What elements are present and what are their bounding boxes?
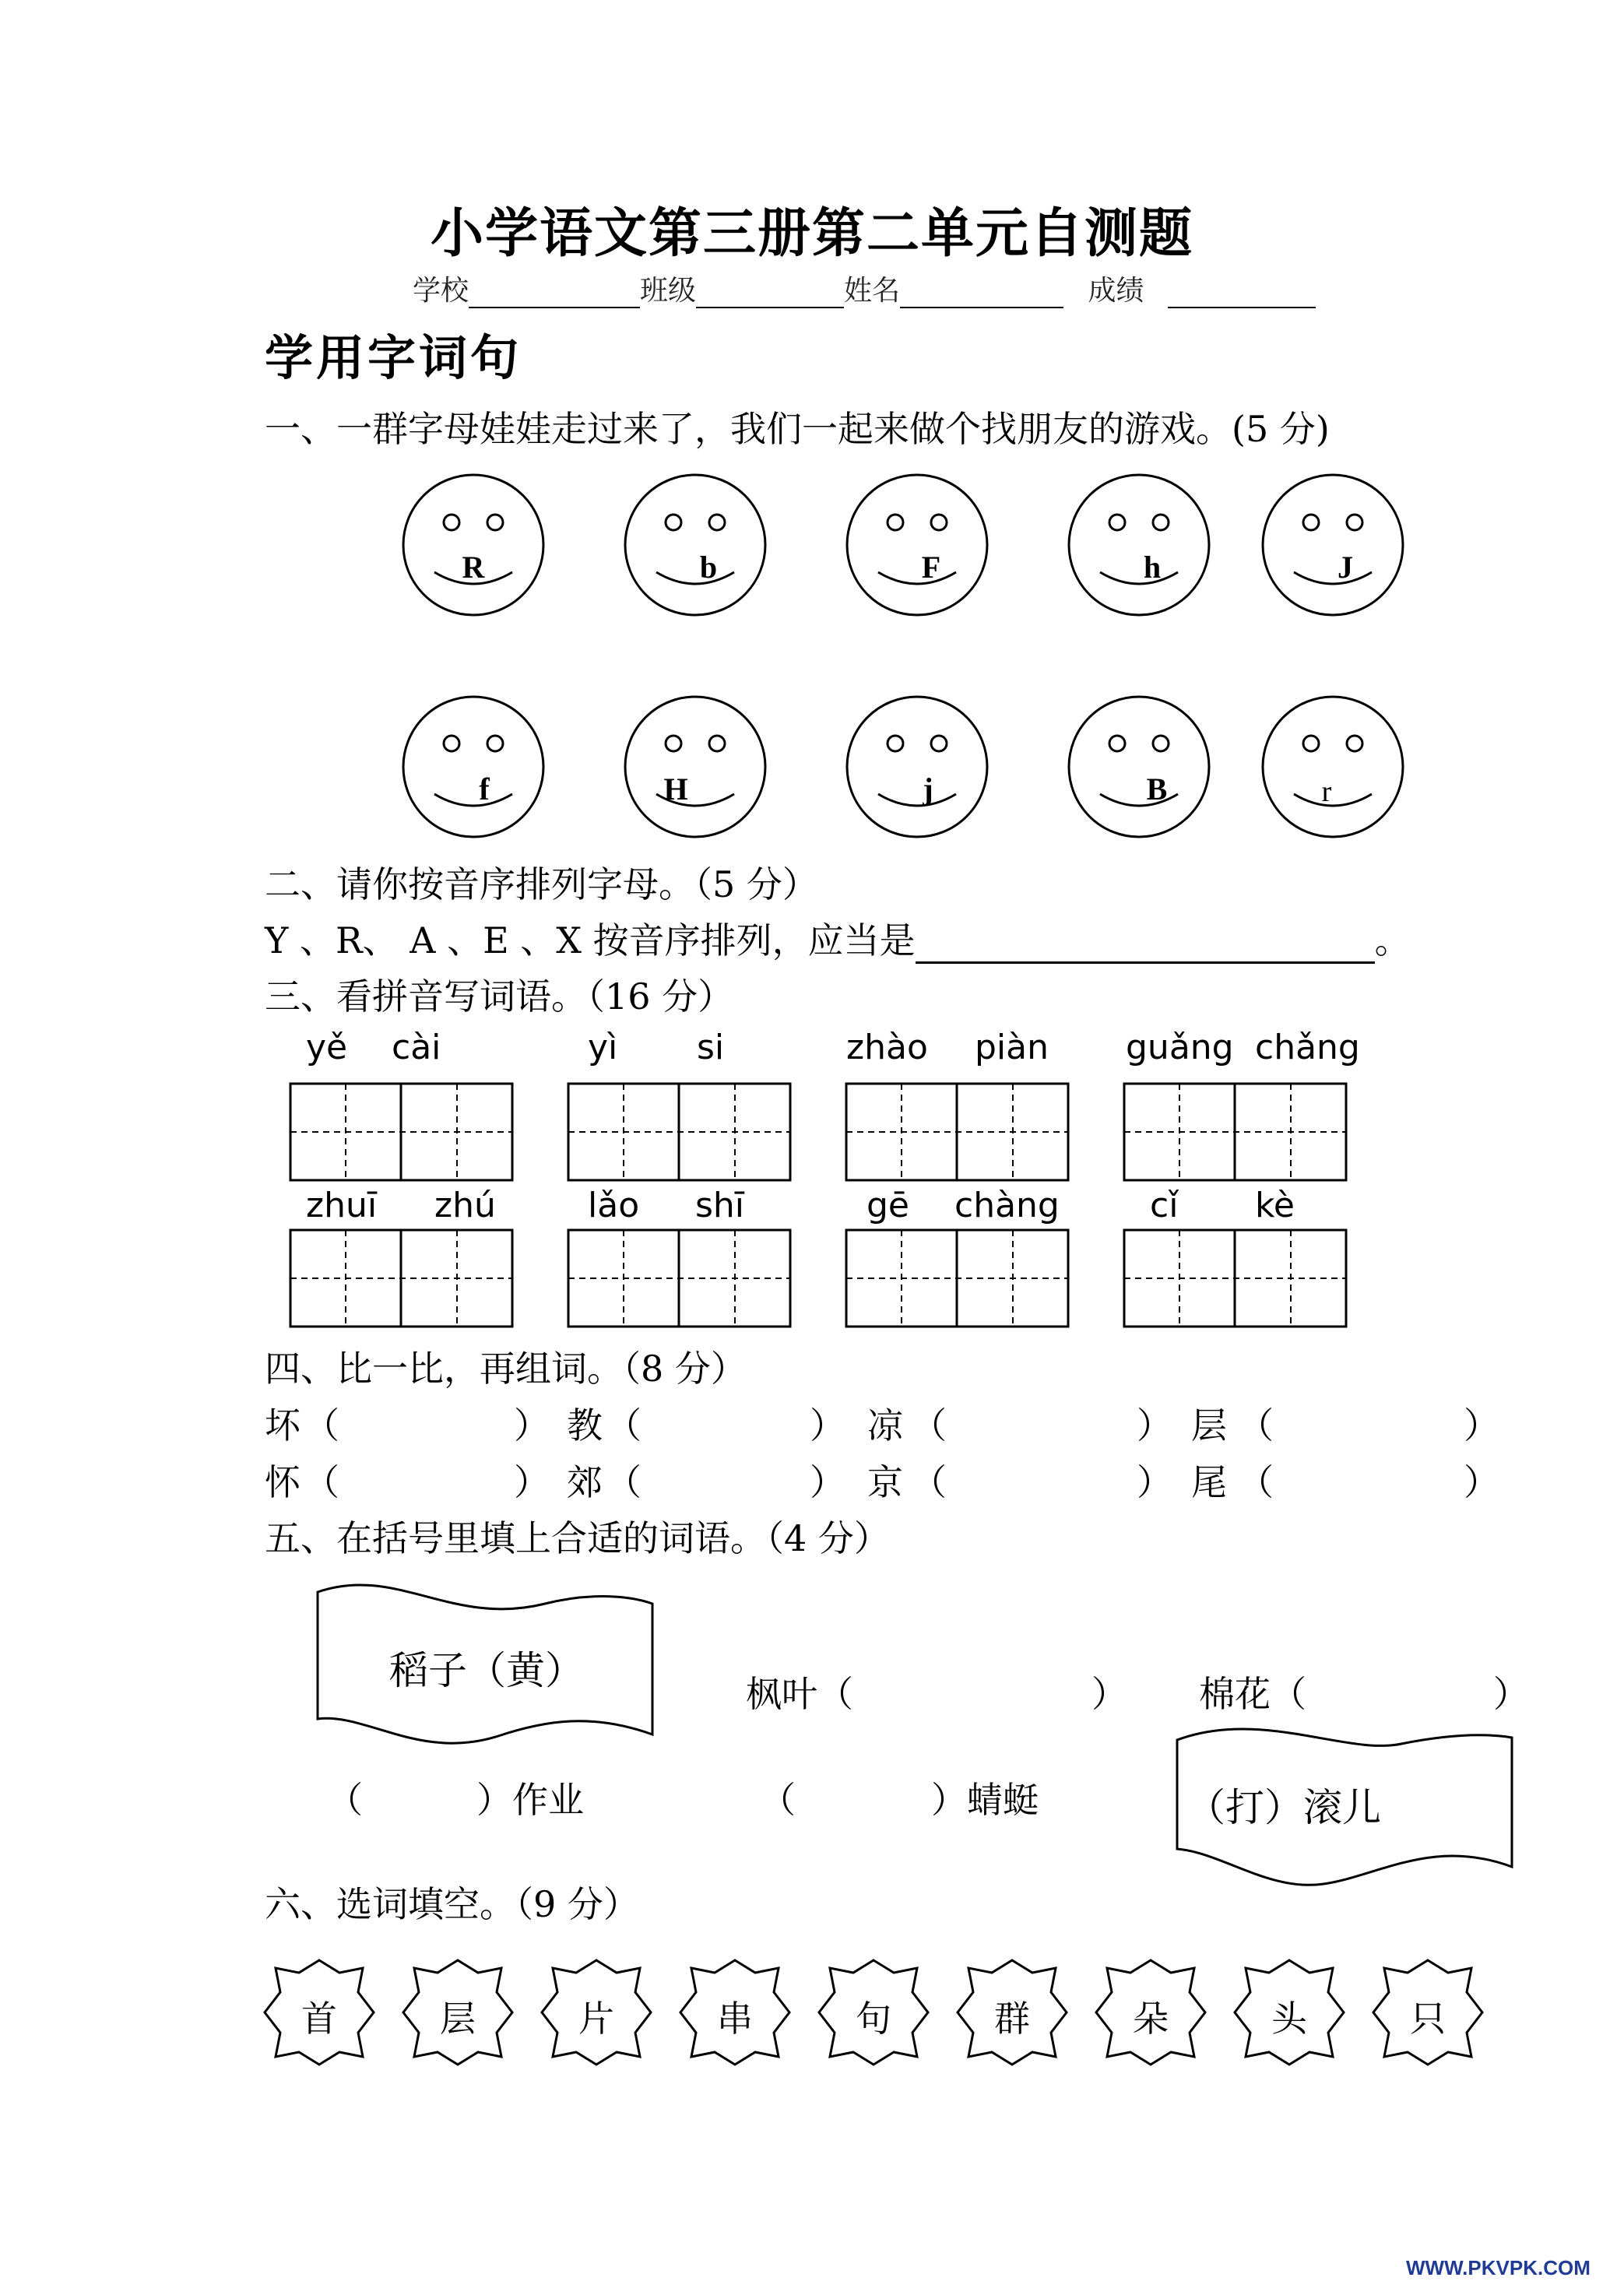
face-letter: R bbox=[462, 550, 485, 585]
pinyin: yì bbox=[588, 1028, 618, 1067]
banner-right-text: （打）滚儿 bbox=[1186, 1785, 1381, 1830]
q4-paren-close: ） bbox=[514, 1461, 550, 1503]
q4-paren-open: （ bbox=[606, 1461, 642, 1503]
q4-paren-open: （ bbox=[304, 1461, 339, 1503]
face-letter: f bbox=[479, 771, 490, 807]
q6-text: 六、选词填空。（9 分） bbox=[265, 1883, 639, 1925]
q5-close-paren: ） bbox=[1493, 1673, 1529, 1715]
q4-char: 凉 bbox=[867, 1404, 903, 1446]
word-badge-text: 群 bbox=[994, 1998, 1030, 2040]
q4-paren-open: （ bbox=[1238, 1404, 1274, 1446]
word-badge-text: 只 bbox=[1410, 1998, 1446, 2040]
q5-open-paren: （ bbox=[327, 1779, 363, 1821]
pinyin: lǎo bbox=[588, 1186, 640, 1225]
word-badge-text: 层 bbox=[440, 1998, 476, 2040]
q4-char: 教 bbox=[567, 1404, 603, 1446]
q4-paren-open: （ bbox=[1238, 1461, 1274, 1503]
q4-char: 怀 bbox=[265, 1461, 301, 1503]
q1-text: 一、一群字母娃娃走过来了，我们一起来做个找朋友的游戏。(5 分) bbox=[265, 408, 1330, 450]
q4-paren-close: ） bbox=[810, 1461, 845, 1503]
smiley-face-f bbox=[847, 475, 987, 615]
pinyin: guǎng bbox=[1126, 1028, 1234, 1067]
smiley-face-b-upper bbox=[1069, 697, 1209, 837]
pinyin: zhuī bbox=[306, 1186, 378, 1225]
q4-paren-close: ） bbox=[1137, 1461, 1172, 1503]
pinyin: zhào bbox=[846, 1028, 928, 1067]
q4-char: 坏 bbox=[265, 1404, 301, 1446]
face-letter: F bbox=[921, 550, 941, 585]
face-letter: h bbox=[1143, 550, 1162, 585]
pinyin: gē bbox=[866, 1186, 909, 1225]
q5-open-paren: （ bbox=[760, 1779, 796, 1821]
word-badge-text: 首 bbox=[301, 1998, 337, 2040]
name-label: 姓名 bbox=[844, 275, 901, 307]
q4-char: 京 bbox=[867, 1461, 903, 1503]
face-letter: J bbox=[1338, 550, 1353, 585]
q5-close-paren: ） bbox=[1091, 1673, 1127, 1715]
pinyin: kè bbox=[1255, 1186, 1295, 1225]
word-badge-text: 串 bbox=[717, 1998, 753, 2040]
q4-paren-open: （ bbox=[911, 1461, 947, 1503]
q5-item-cotton: 棉花（ bbox=[1199, 1673, 1306, 1715]
class-label: 班级 bbox=[640, 275, 697, 307]
banner-left-text: 稻子（黄） bbox=[389, 1648, 584, 1693]
q4-paren-close: ） bbox=[514, 1404, 550, 1446]
q5-item-maple: 枫叶（ bbox=[746, 1673, 853, 1715]
smiley-face-h-upper bbox=[625, 697, 765, 837]
pinyin: chǎng bbox=[1255, 1028, 1360, 1067]
q4-paren-close: ） bbox=[1464, 1404, 1499, 1446]
q5-item-dragonfly: ）蜻蜓 bbox=[931, 1779, 1039, 1821]
q3-text: 三、看拼音写词语。（16 分） bbox=[265, 975, 734, 1017]
q4-text: 四、比一比，再组词。（8 分） bbox=[265, 1348, 747, 1390]
face-letter: H bbox=[663, 771, 688, 807]
smiley-face-r-lower bbox=[1263, 697, 1403, 837]
face-letter: j bbox=[923, 771, 933, 807]
smiley-face-j-lower bbox=[847, 697, 987, 837]
pinyin: cài bbox=[392, 1028, 441, 1067]
watermark: WWW.PKVPK.COM bbox=[1406, 2256, 1591, 2279]
pinyin: chàng bbox=[954, 1186, 1060, 1225]
smiley-face-f-lower bbox=[403, 697, 543, 837]
q2-suffix: 。 bbox=[1374, 919, 1411, 961]
q4-paren-open: （ bbox=[606, 1404, 642, 1446]
pinyin: cǐ bbox=[1150, 1186, 1179, 1225]
word-badge-text: 片 bbox=[578, 1998, 614, 2040]
q4-paren-close: ） bbox=[1137, 1404, 1172, 1446]
pinyin: zhú bbox=[434, 1186, 496, 1225]
section-title: 学用字词句 bbox=[265, 329, 522, 386]
q2-line bbox=[265, 912, 1411, 964]
school-label: 学校 bbox=[413, 275, 469, 307]
face-letter: B bbox=[1146, 771, 1168, 807]
word-badge-text: 句 bbox=[856, 1998, 891, 2040]
smiley-face-j bbox=[1263, 475, 1403, 615]
pinyin: piàn bbox=[975, 1028, 1049, 1067]
q4-paren-close: ） bbox=[1464, 1461, 1499, 1503]
q4-paren-open: （ bbox=[304, 1404, 339, 1446]
face-letter: r bbox=[1321, 775, 1332, 808]
pinyin: si bbox=[697, 1028, 725, 1067]
pinyin: shī bbox=[695, 1186, 745, 1225]
smiley-face-h bbox=[1069, 475, 1209, 615]
q2-text: 二、请你按音序排列字母。（5 分） bbox=[265, 863, 818, 905]
q2-prefix: Y 、R、 A 、E 、X 按音序排列，应当是 bbox=[265, 919, 916, 961]
q4-paren-open: （ bbox=[911, 1404, 947, 1446]
q5-text: 五、在括号里填上合适的词语。（4 分） bbox=[265, 1517, 890, 1559]
q2-answer-field[interactable] bbox=[916, 926, 1375, 964]
word-badge-text: 朵 bbox=[1133, 1998, 1169, 2040]
word-badge-text: 头 bbox=[1271, 1998, 1307, 2040]
q4-char: 郊 bbox=[567, 1461, 603, 1503]
page-title: 小学语文第三册第二单元自测题 bbox=[430, 202, 1193, 265]
smiley-face-b bbox=[625, 475, 765, 615]
face-letter: b bbox=[699, 550, 718, 585]
q4-paren-close: ） bbox=[810, 1404, 845, 1446]
q4-char: 层 bbox=[1191, 1404, 1227, 1446]
score-label: 成绩 bbox=[1088, 275, 1144, 307]
q4-char: 尾 bbox=[1191, 1461, 1227, 1503]
smiley-face-r bbox=[403, 475, 543, 615]
q5-item-homework: ）作业 bbox=[476, 1779, 584, 1821]
pinyin: yě bbox=[306, 1028, 348, 1067]
